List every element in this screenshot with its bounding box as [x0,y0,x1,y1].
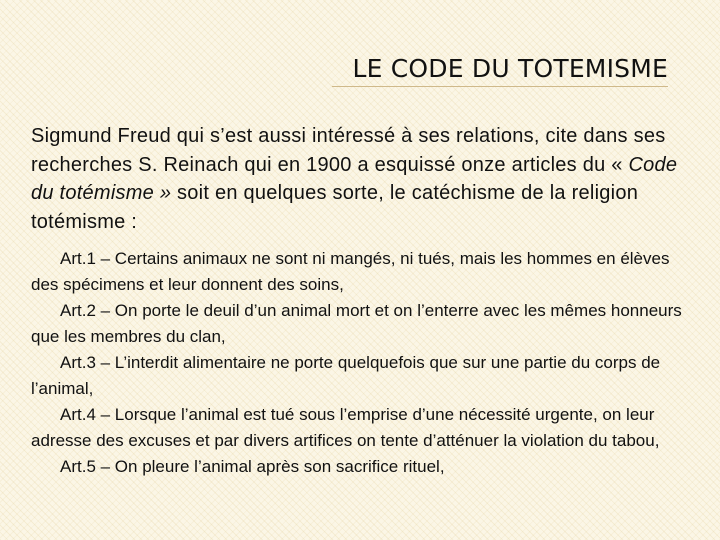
intro-text-end: soit en quelques sorte, le catéchisme de la religion totémisme : [31,182,639,233]
article-4: Art.4 – Lorsque l’animal est tué sous l’emprise d’une nécessité urgente, on leur adresse des excuses et par divers artifices on tente d’atténuer la violation du tabou, [31,405,660,450]
intro-text-start: Sigmund Freud qui s’est aussi intéressé à ses relations, cite dans ses recherches S. Reinach qui en 1900 a esquissé onze articles du « [31,125,666,176]
article-1: Art.1 – Certains animaux ne sont ni mangés, ni tués, mais les hommes en élèves des spécimens et leur donnent des soins, [31,249,670,294]
article-2: Art.2 – On porte le deuil d’un animal mort et on l’enterre avec les mêmes honneurs que les membres du clan, [31,301,682,346]
article-5: Art.5 – On pleure l’animal après son sacrifice rituel, [60,457,445,476]
intro-paragraph [31,122,691,236]
slide-title: LE CODE DU TOTEMISME [352,54,668,83]
title-underline [332,86,668,87]
article-3: Art.3 – L’interdit alimentaire ne porte quelquefois que sur une partie du corps de l’animal, [31,353,661,398]
article-list [31,246,691,480]
intro-italic-text: Code du totémisme » [31,153,678,204]
